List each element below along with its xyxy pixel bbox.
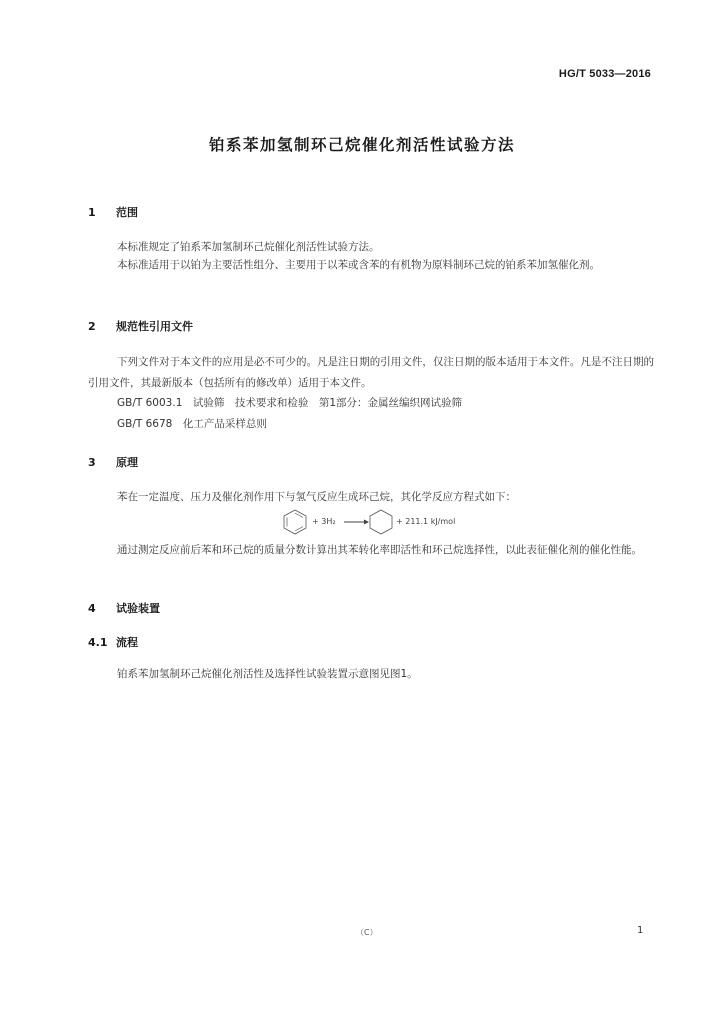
reagent-text: + 3H₂ xyxy=(312,517,336,526)
cyclohexane-structure-icon xyxy=(368,507,398,537)
section-3-para-2: 通过测定反应前后苯和环己烷的质量分数计算出其苯转化率即活性和环己烷选择性，以此表征催化剂的催化性能。 xyxy=(117,544,642,556)
section-title: 规范性引用文件 xyxy=(116,320,193,333)
section-1-heading xyxy=(88,204,138,220)
subsection-number: 4.1 xyxy=(88,636,108,649)
standard-code: HG/T 5033—2016 xyxy=(558,68,651,80)
reference-1: GB/T 6003.1 试验筛 技术要求和检验 第1部分：金属丝编织网试验筛 xyxy=(117,397,463,409)
section-4-heading xyxy=(88,600,160,616)
section-2-heading xyxy=(88,318,193,334)
section-3-heading xyxy=(88,454,138,470)
reaction-equation xyxy=(282,507,482,537)
page-number: 1 xyxy=(637,925,644,936)
subsection-title: 流程 xyxy=(116,636,138,649)
section-1-para-1: 本标准规定了铂系苯加氢制环己烷催化剂活性试验方法。 xyxy=(117,241,380,253)
subsection-4-1-para-1: 铂系苯加氢制环己烷催化剂活性及选择性试验装置示意图见图1。 xyxy=(117,668,418,680)
section-number: 1 xyxy=(88,206,96,219)
section-title: 试验装置 xyxy=(116,602,160,615)
section-title: 范围 xyxy=(116,206,138,219)
section-number: 4 xyxy=(88,602,96,615)
heat-text: + 211.1 kJ/mol xyxy=(396,517,456,526)
reference-2: GB/T 6678 化工产品采样总则 xyxy=(117,418,267,430)
section-number: 2 xyxy=(88,320,96,333)
section-1-para-2: 本标准适用于以铂为主要活性组分、主要用于以苯或含苯的有机物为原料制环己烷的铂系苯加氢催化剂。 xyxy=(117,259,600,271)
section-3-para-1: 苯在一定温度、压力及催化剂作用下与氢气反应生成环己烷，其化学反应方程式如下： xyxy=(117,491,516,503)
section-number: 3 xyxy=(88,456,96,469)
section-title: 原理 xyxy=(116,456,138,469)
document-title: 铂系苯加氢制环己烷催化剂活性试验方法 xyxy=(208,136,515,154)
section-2-para-1: 下列文件对于本文件的应用是必不可少的。凡是注日期的引用文件，仅注日期的版本适用于本文件。凡是不注日期的引用文件，其最新版本（包括所有的修改单）适用于本文件。 xyxy=(88,356,654,389)
subsection-4-1-heading xyxy=(88,634,138,650)
footer-mark: （C） xyxy=(356,928,378,937)
